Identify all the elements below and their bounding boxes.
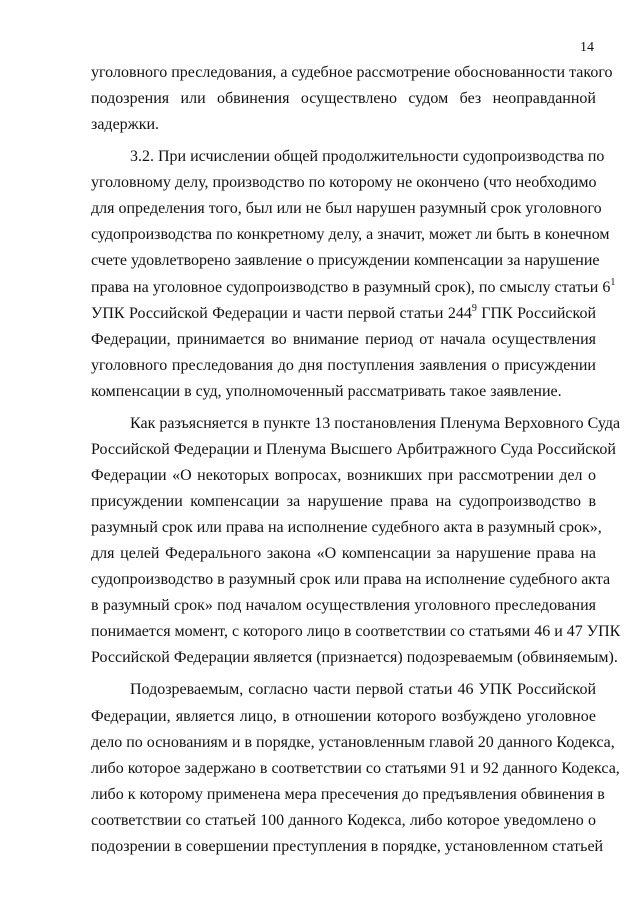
line-text: права на уголовное судопроизводство в разумный срок), по смыслу статьи 6	[91, 278, 611, 296]
text-line: либо которое задержано в соответствии со статьями 91 и 92 данного Кодекса,	[91, 759, 620, 777]
text-line: либо к которому применена мера пресечения до предъявления обвинения в	[91, 785, 605, 803]
text-line: счете удовлетворено заявление о присуждении компенсации за нарушение	[91, 252, 600, 270]
superscript: 1	[610, 276, 616, 288]
text-line: Федерации «О некоторых вопросах, возникших при рассмотрении дел о	[91, 466, 596, 484]
document-body	[91, 60, 621, 860]
paragraph	[91, 411, 621, 672]
text-line: Федерации, является лицо, в отношении которого возбуждено уголовное	[91, 707, 596, 725]
text-line	[91, 301, 596, 327]
text-line: судопроизводство в разумный срок или права на исполнение судебного акта	[91, 571, 611, 589]
paragraph	[91, 677, 620, 859]
page-number: 14	[580, 40, 594, 55]
text-line: для целей Федерального закона «О компенсации за нарушение права на	[91, 545, 596, 563]
text-line	[91, 275, 616, 301]
text-line: присуждении компенсации за нарушение права на судопроизводство в	[91, 493, 596, 510]
text-line: уголовного преследования до дня поступления заявления о присуждении	[91, 356, 596, 374]
text-line: дело по основаниям и в порядке, установленным главой 20 данного Кодекса,	[91, 733, 615, 751]
superscript: 9	[471, 302, 477, 314]
text-line: Российской Федерации и Пленума Высшего Арбитражного Суда Российской	[91, 440, 616, 458]
line-text: УПК Российской Федерации и части первой статьи 244	[91, 304, 472, 322]
text-line: 3.2. При исчислении общей продолжительности судопроизводства по	[130, 148, 605, 166]
paragraph	[91, 60, 613, 138]
text-line: в разумный срок» под началом осуществления уголовного преследования	[91, 597, 596, 615]
text-line: Федерации, принимается во внимание период от начала осуществления	[91, 330, 596, 348]
text-line: судопроизводства по конкретному делу, а значит, может ли быть в конечном	[91, 226, 610, 244]
text-line: подозрении в совершении преступления в порядке, установленном статьей	[91, 837, 604, 855]
text-line: подозрения или обвинения осуществлено судом без неоправданной	[91, 90, 596, 108]
text-line: понимается момент, с которого лицо в соответствии со статьями 46 и 47 УПК	[91, 623, 621, 641]
text-line: для определения того, был или не был нарушен разумный срок уголовного	[91, 200, 602, 218]
text-line: соответствии со статьей 100 данного Кодекса, либо которое уведомлено о	[91, 811, 596, 829]
text-line: разумный срок или права на исполнение судебного акта в разумный срок»,	[91, 519, 602, 537]
text-line: задержки.	[91, 116, 160, 134]
paragraph	[91, 144, 616, 405]
line-text: ГПК Российской	[476, 304, 597, 322]
text-line: компенсации в суд, уполномоченный рассматривать такое заявление.	[91, 382, 562, 400]
text-line: Подозреваемым, согласно части первой статьи 46 УПК Российской	[130, 681, 596, 699]
text-line: уголовного преследования, а судебное рассмотрение обоснованности такого	[91, 64, 613, 81]
text-line: уголовному делу, производство по которому не окончено (что необходимо	[91, 174, 597, 192]
text-line: Как разъясняется в пункте 13 постановления Пленума Верховного Суда	[130, 414, 621, 432]
text-line: Российской Федерации является (признается) подозреваемым (обвиняемым).	[91, 649, 618, 667]
